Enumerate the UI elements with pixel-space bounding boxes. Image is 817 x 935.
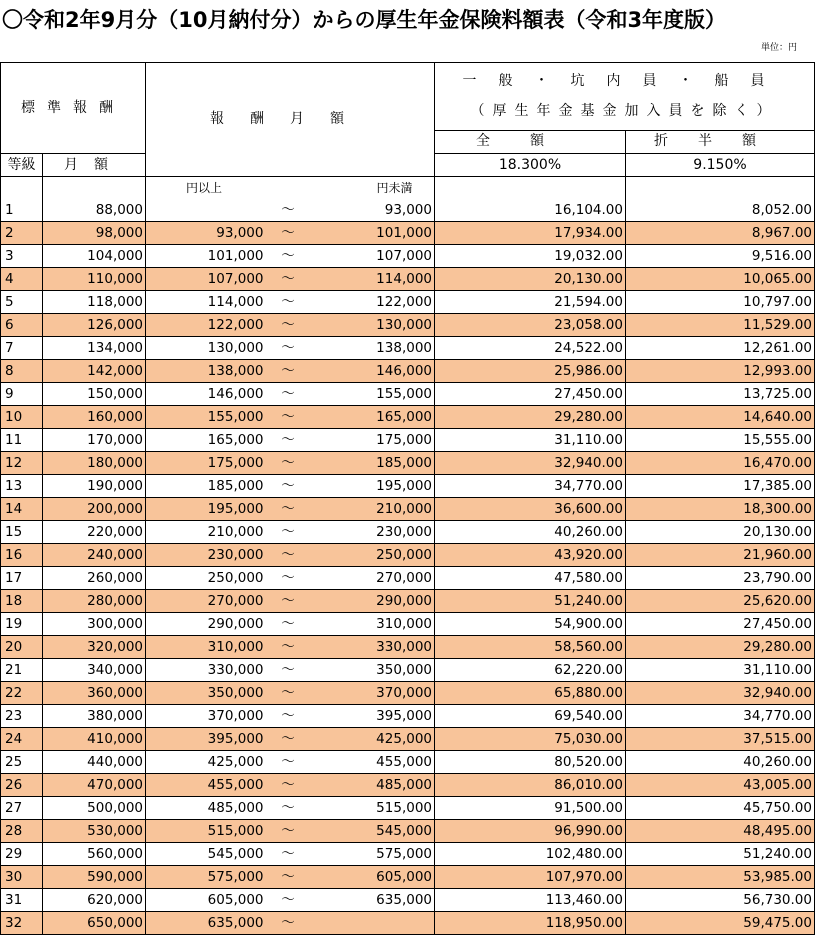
tilde-cell: ～ [266, 544, 311, 567]
from-cell: 310,000 [146, 636, 266, 659]
full-amount-cell: 31,110.00 [435, 429, 626, 452]
half-amount-label: 折半額 [654, 133, 786, 150]
tilde-cell: ～ [266, 613, 311, 636]
full-amount-cell: 113,460.00 [435, 889, 626, 912]
grade-cell: 15 [1, 521, 43, 544]
tilde-cell: ～ [266, 636, 311, 659]
monthly-cell: 440,000 [43, 751, 146, 774]
to-cell: 395,000 [311, 705, 435, 728]
half-amount-cell: 16,470.00 [626, 452, 815, 475]
half-amount-header [626, 130, 815, 153]
premium-table [0, 62, 815, 935]
monthly-cell: 360,000 [43, 682, 146, 705]
full-amount-cell: 86,010.00 [435, 774, 626, 797]
to-cell: 250,000 [311, 544, 435, 567]
monthly-cell: 340,000 [43, 659, 146, 682]
grade-cell: 22 [1, 682, 43, 705]
tilde-cell: ～ [266, 383, 311, 406]
to-cell: 485,000 [311, 774, 435, 797]
monthly-cell: 470,000 [43, 774, 146, 797]
spacer-cell [626, 177, 815, 200]
spacer-cell [435, 177, 626, 200]
to-cell: 330,000 [311, 636, 435, 659]
standard-remuneration-label: 標準報酬 [21, 99, 125, 116]
rate-full: 18.300% [435, 154, 626, 177]
table-row [1, 682, 815, 705]
category-line2: （厚生年金基金加入員を除く） [470, 103, 779, 120]
from-cell: 605,000 [146, 889, 266, 912]
table-row [1, 613, 815, 636]
monthly-cell: 150,000 [43, 383, 146, 406]
table-row [1, 866, 815, 889]
grade-cell: 27 [1, 797, 43, 820]
spacer-cell [43, 177, 146, 200]
to-cell: 93,000 [311, 199, 435, 222]
half-amount-cell: 21,960.00 [626, 544, 815, 567]
full-amount-cell: 19,032.00 [435, 245, 626, 268]
half-amount-cell: 37,515.00 [626, 728, 815, 751]
from-cell: 107,000 [146, 268, 266, 291]
grade-cell: 13 [1, 475, 43, 498]
monthly-cell: 320,000 [43, 636, 146, 659]
grade-cell: 7 [1, 337, 43, 360]
grade-cell: 20 [1, 636, 43, 659]
from-cell: 545,000 [146, 843, 266, 866]
to-cell: 270,000 [311, 567, 435, 590]
grade-header: 等級 [1, 154, 43, 177]
half-amount-cell: 27,450.00 [626, 613, 815, 636]
from-cell: 425,000 [146, 751, 266, 774]
to-cell: 425,000 [311, 728, 435, 751]
grade-cell: 18 [1, 590, 43, 613]
table-row [1, 245, 815, 268]
monthly-cell: 88,000 [43, 199, 146, 222]
half-amount-cell: 8,052.00 [626, 199, 815, 222]
to-cell: 155,000 [311, 383, 435, 406]
grade-cell: 32 [1, 912, 43, 935]
to-cell: 114,000 [311, 268, 435, 291]
monthly-cell: 620,000 [43, 889, 146, 912]
monthly-header [43, 154, 146, 177]
full-amount-header [435, 130, 626, 153]
full-amount-cell: 16,104.00 [435, 199, 626, 222]
half-amount-cell: 56,730.00 [626, 889, 815, 912]
table-row [1, 889, 815, 912]
from-cell: 101,000 [146, 245, 266, 268]
grade-cell: 1 [1, 199, 43, 222]
tilde-cell: ～ [266, 889, 311, 912]
from-cell: 350,000 [146, 682, 266, 705]
table-row [1, 797, 815, 820]
monthly-cell: 590,000 [43, 866, 146, 889]
half-amount-cell: 20,130.00 [626, 521, 815, 544]
to-cell: 107,000 [311, 245, 435, 268]
tilde-cell: ～ [266, 774, 311, 797]
full-amount-cell: 118,950.00 [435, 912, 626, 935]
category-line1: 一般・坑内員・船員 [462, 73, 787, 90]
from-cell: 165,000 [146, 429, 266, 452]
to-cell: 210,000 [311, 498, 435, 521]
to-cell: 370,000 [311, 682, 435, 705]
grade-cell: 29 [1, 843, 43, 866]
full-amount-cell: 54,900.00 [435, 613, 626, 636]
full-amount-cell: 51,240.00 [435, 590, 626, 613]
grade-cell: 8 [1, 360, 43, 383]
full-amount-cell: 17,934.00 [435, 222, 626, 245]
tilde-cell: ～ [266, 452, 311, 475]
full-amount-cell: 29,280.00 [435, 406, 626, 429]
table-row [1, 820, 815, 843]
from-cell: 155,000 [146, 406, 266, 429]
full-amount-cell: 40,260.00 [435, 521, 626, 544]
tilde-cell: ～ [266, 406, 311, 429]
to-cell: 175,000 [311, 429, 435, 452]
monthly-label: 月額 [64, 156, 124, 173]
tilde-cell: ～ [266, 659, 311, 682]
to-cell: 101,000 [311, 222, 435, 245]
monthly-cell: 98,000 [43, 222, 146, 245]
tilde-cell: ～ [266, 498, 311, 521]
tilde-cell: ～ [266, 245, 311, 268]
half-amount-cell: 25,620.00 [626, 590, 815, 613]
unit-label: 単位：円 [760, 43, 797, 53]
half-amount-cell: 11,529.00 [626, 314, 815, 337]
from-cell: 210,000 [146, 521, 266, 544]
from-cell: 130,000 [146, 337, 266, 360]
from-cell: 290,000 [146, 613, 266, 636]
tilde-cell: ～ [266, 429, 311, 452]
to-cell: 195,000 [311, 475, 435, 498]
tilde-cell: ～ [266, 590, 311, 613]
from-cell: 195,000 [146, 498, 266, 521]
monthly-cell: 118,000 [43, 291, 146, 314]
remuneration-range-label: 報酬月額 [210, 111, 370, 127]
monthly-cell: 560,000 [43, 843, 146, 866]
table-row [1, 521, 815, 544]
monthly-cell: 650,000 [43, 912, 146, 935]
half-amount-cell: 29,280.00 [626, 636, 815, 659]
tilde-cell: ～ [266, 797, 311, 820]
from-cell: 230,000 [146, 544, 266, 567]
half-amount-cell: 17,385.00 [626, 475, 815, 498]
table-row [1, 567, 815, 590]
grade-cell: 30 [1, 866, 43, 889]
half-amount-cell: 53,985.00 [626, 866, 815, 889]
full-amount-cell: 27,450.00 [435, 383, 626, 406]
table-row [1, 636, 815, 659]
half-amount-cell: 9,516.00 [626, 245, 815, 268]
tilde-cell: ～ [266, 843, 311, 866]
monthly-cell: 142,000 [43, 360, 146, 383]
table-row [1, 314, 815, 337]
monthly-cell: 260,000 [43, 567, 146, 590]
grade-cell: 11 [1, 429, 43, 452]
to-cell: 138,000 [311, 337, 435, 360]
monthly-cell: 280,000 [43, 590, 146, 613]
monthly-cell: 220,000 [43, 521, 146, 544]
from-cell: 270,000 [146, 590, 266, 613]
full-amount-cell: 62,220.00 [435, 659, 626, 682]
to-cell: 515,000 [311, 797, 435, 820]
monthly-cell: 300,000 [43, 613, 146, 636]
tilde-cell: ～ [266, 314, 311, 337]
tilde-cell: ～ [266, 682, 311, 705]
from-cell: 370,000 [146, 705, 266, 728]
half-amount-cell: 14,640.00 [626, 406, 815, 429]
grade-cell: 19 [1, 613, 43, 636]
to-cell: 122,000 [311, 291, 435, 314]
full-amount-cell: 36,600.00 [435, 498, 626, 521]
half-amount-cell: 40,260.00 [626, 751, 815, 774]
tilde-cell: ～ [266, 199, 311, 222]
to-cell: 635,000 [311, 889, 435, 912]
table-row [1, 199, 815, 222]
from-label: 円以上 [146, 177, 266, 200]
table-row [1, 728, 815, 751]
to-cell: 165,000 [311, 406, 435, 429]
full-amount-cell: 96,990.00 [435, 820, 626, 843]
full-amount-cell: 75,030.00 [435, 728, 626, 751]
table-row [1, 291, 815, 314]
monthly-cell: 500,000 [43, 797, 146, 820]
grade-cell: 10 [1, 406, 43, 429]
half-amount-cell: 8,967.00 [626, 222, 815, 245]
tilde-cell: ～ [266, 268, 311, 291]
grade-cell: 24 [1, 728, 43, 751]
grade-cell: 25 [1, 751, 43, 774]
full-amount-cell: 58,560.00 [435, 636, 626, 659]
grade-cell: 5 [1, 291, 43, 314]
to-cell: 230,000 [311, 521, 435, 544]
remuneration-range-header [146, 63, 435, 177]
tilde-cell: ～ [266, 912, 311, 935]
tilde-cell: ～ [266, 475, 311, 498]
monthly-cell: 134,000 [43, 337, 146, 360]
table-row [1, 912, 815, 935]
from-cell: 485,000 [146, 797, 266, 820]
half-amount-cell: 31,110.00 [626, 659, 815, 682]
tilde-cell: ～ [266, 728, 311, 751]
half-amount-cell: 15,555.00 [626, 429, 815, 452]
table-row [1, 751, 815, 774]
full-amount-cell: 102,480.00 [435, 843, 626, 866]
from-cell: 330,000 [146, 659, 266, 682]
full-amount-label: 全額 [476, 133, 584, 150]
to-cell: 455,000 [311, 751, 435, 774]
half-amount-cell: 34,770.00 [626, 705, 815, 728]
grade-cell: 28 [1, 820, 43, 843]
monthly-cell: 200,000 [43, 498, 146, 521]
monthly-cell: 110,000 [43, 268, 146, 291]
tilde-cell: ～ [266, 222, 311, 245]
full-amount-cell: 23,058.00 [435, 314, 626, 337]
grade-cell: 4 [1, 268, 43, 291]
tilde-cell: ～ [266, 866, 311, 889]
to-cell: 290,000 [311, 590, 435, 613]
to-cell: 575,000 [311, 843, 435, 866]
grade-cell: 6 [1, 314, 43, 337]
from-cell: 250,000 [146, 567, 266, 590]
monthly-cell: 240,000 [43, 544, 146, 567]
rate-half: 9.150% [626, 154, 815, 177]
standard-remuneration-header [1, 63, 146, 154]
half-amount-cell: 43,005.00 [626, 774, 815, 797]
monthly-cell: 530,000 [43, 820, 146, 843]
half-amount-cell: 48,495.00 [626, 820, 815, 843]
half-amount-cell: 23,790.00 [626, 567, 815, 590]
from-cell: 455,000 [146, 774, 266, 797]
spacer-cell [266, 177, 311, 200]
half-amount-cell: 12,993.00 [626, 360, 815, 383]
to-cell: 605,000 [311, 866, 435, 889]
table-row [1, 705, 815, 728]
from-cell: 138,000 [146, 360, 266, 383]
table-row [1, 360, 815, 383]
full-amount-cell: 24,522.00 [435, 337, 626, 360]
full-amount-cell: 69,540.00 [435, 705, 626, 728]
to-cell: 146,000 [311, 360, 435, 383]
to-label: 円未満 [311, 177, 435, 200]
from-cell: 185,000 [146, 475, 266, 498]
table-row [1, 337, 815, 360]
full-amount-cell: 20,130.00 [435, 268, 626, 291]
full-amount-cell: 91,500.00 [435, 797, 626, 820]
half-amount-cell: 10,065.00 [626, 268, 815, 291]
from-cell: 114,000 [146, 291, 266, 314]
grade-cell: 3 [1, 245, 43, 268]
table-row [1, 498, 815, 521]
monthly-cell: 180,000 [43, 452, 146, 475]
half-amount-cell: 45,750.00 [626, 797, 815, 820]
table-row [1, 774, 815, 797]
tilde-cell: ～ [266, 291, 311, 314]
to-cell: 130,000 [311, 314, 435, 337]
from-cell: 93,000 [146, 222, 266, 245]
full-amount-cell: 65,880.00 [435, 682, 626, 705]
tilde-cell: ～ [266, 360, 311, 383]
tilde-cell: ～ [266, 521, 311, 544]
grade-cell: 26 [1, 774, 43, 797]
grade-cell: 14 [1, 498, 43, 521]
grade-cell: 23 [1, 705, 43, 728]
from-cell: 146,000 [146, 383, 266, 406]
grade-cell: 9 [1, 383, 43, 406]
table-row [1, 406, 815, 429]
table-row [1, 475, 815, 498]
table-row [1, 544, 815, 567]
table-row [1, 429, 815, 452]
spacer-cell [1, 177, 43, 200]
full-amount-cell: 43,920.00 [435, 544, 626, 567]
to-cell: 185,000 [311, 452, 435, 475]
monthly-cell: 160,000 [43, 406, 146, 429]
half-amount-cell: 10,797.00 [626, 291, 815, 314]
monthly-cell: 380,000 [43, 705, 146, 728]
full-amount-cell: 107,970.00 [435, 866, 626, 889]
from-cell: 122,000 [146, 314, 266, 337]
full-amount-cell: 25,986.00 [435, 360, 626, 383]
table-row [1, 843, 815, 866]
from-cell: 515,000 [146, 820, 266, 843]
half-amount-cell: 18,300.00 [626, 498, 815, 521]
full-amount-cell: 47,580.00 [435, 567, 626, 590]
grade-cell: 17 [1, 567, 43, 590]
to-cell: 350,000 [311, 659, 435, 682]
category-header [435, 63, 815, 131]
monthly-cell: 104,000 [43, 245, 146, 268]
tilde-cell: ～ [266, 751, 311, 774]
tilde-cell: ～ [266, 567, 311, 590]
page-title: 〇令和2年9月分（10月納付分）からの厚生年金保険料額表（令和3年度版） [2, 8, 727, 32]
half-amount-cell: 32,940.00 [626, 682, 815, 705]
from-cell: 575,000 [146, 866, 266, 889]
half-amount-cell: 59,475.00 [626, 912, 815, 935]
from-cell [146, 199, 266, 222]
full-amount-cell: 32,940.00 [435, 452, 626, 475]
full-amount-cell: 80,520.00 [435, 751, 626, 774]
monthly-cell: 190,000 [43, 475, 146, 498]
tilde-cell: ～ [266, 337, 311, 360]
table-body [1, 199, 815, 935]
monthly-cell: 410,000 [43, 728, 146, 751]
to-cell [311, 912, 435, 935]
grade-cell: 2 [1, 222, 43, 245]
table-row [1, 659, 815, 682]
half-amount-cell: 13,725.00 [626, 383, 815, 406]
grade-cell: 12 [1, 452, 43, 475]
from-cell: 175,000 [146, 452, 266, 475]
tilde-cell: ～ [266, 705, 311, 728]
table-row [1, 383, 815, 406]
grade-cell: 16 [1, 544, 43, 567]
to-cell: 310,000 [311, 613, 435, 636]
full-amount-cell: 21,594.00 [435, 291, 626, 314]
monthly-cell: 170,000 [43, 429, 146, 452]
from-cell: 395,000 [146, 728, 266, 751]
table-row [1, 590, 815, 613]
grade-cell: 31 [1, 889, 43, 912]
from-cell: 635,000 [146, 912, 266, 935]
grade-cell: 21 [1, 659, 43, 682]
tilde-cell: ～ [266, 820, 311, 843]
half-amount-cell: 51,240.00 [626, 843, 815, 866]
monthly-cell: 126,000 [43, 314, 146, 337]
table-row [1, 268, 815, 291]
table-row [1, 452, 815, 475]
half-amount-cell: 12,261.00 [626, 337, 815, 360]
table-row [1, 222, 815, 245]
to-cell: 545,000 [311, 820, 435, 843]
full-amount-cell: 34,770.00 [435, 475, 626, 498]
